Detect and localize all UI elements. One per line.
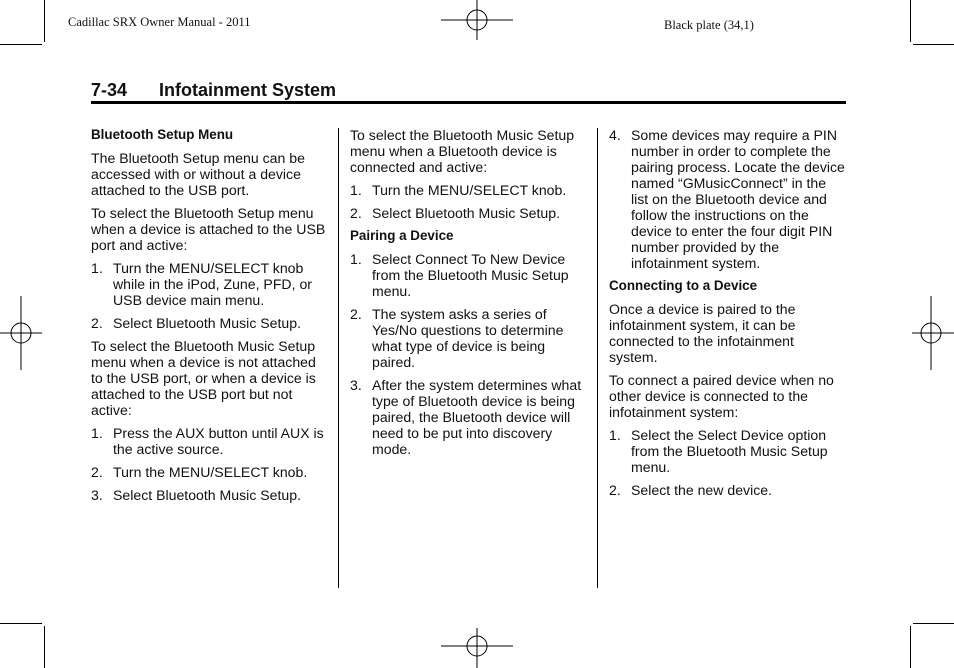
list-number: 3.	[350, 377, 362, 393]
column-3	[609, 127, 845, 505]
list-item	[350, 377, 588, 457]
registration-mark-left-icon	[0, 296, 42, 370]
list-number: 1.	[350, 251, 362, 267]
list-text: Select the Select Device option from the Bluetooth Music Setup menu.	[631, 427, 828, 475]
list-text: Turn the MENU/SELECT knob.	[372, 182, 567, 198]
list-number: 1.	[91, 260, 103, 276]
list-number: 2.	[609, 482, 621, 498]
crop-mark	[910, 626, 911, 668]
list-number: 1.	[350, 182, 362, 198]
steps-list	[91, 425, 329, 503]
paragraph: Once a device is paired to the infotainment system, it can be connected to the infotainment system.	[609, 301, 796, 365]
plate-left-label: Cadillac SRX Owner Manual - 2011	[68, 15, 251, 29]
list-item	[91, 425, 329, 457]
crop-mark	[44, 0, 45, 42]
registration-mark-right-icon	[912, 296, 954, 370]
heading-bluetooth-setup-menu: Bluetooth Setup Menu	[91, 127, 234, 142]
list-number: 1.	[91, 425, 103, 441]
list-number: 2.	[91, 315, 103, 331]
list-number: 1.	[609, 427, 621, 443]
column-2	[350, 127, 588, 464]
list-item	[350, 182, 588, 198]
list-number: 2.	[350, 205, 362, 221]
section-title: Infotainment System	[159, 80, 337, 100]
crop-mark	[0, 623, 42, 624]
column-divider	[338, 128, 339, 588]
steps-list	[609, 427, 845, 498]
list-number: 2.	[91, 464, 103, 480]
plate-right-label: Black plate (34,1)	[664, 18, 754, 32]
crop-mark	[0, 44, 42, 45]
list-text: Select Bluetooth Music Setup.	[113, 487, 302, 503]
paragraph: To select the Bluetooth Music Setup menu when a device is not attached to the USB port, or when a device is attached to the USB port but not active:	[91, 338, 316, 418]
list-item	[609, 427, 845, 475]
heading-connecting-to-a-device: Connecting to a Device	[609, 278, 758, 293]
registration-mark-bottom-icon	[441, 626, 515, 668]
column-1	[91, 127, 329, 510]
page-number: 7-34	[91, 80, 128, 100]
paragraph: To select the Bluetooth Music Setup menu when a Bluetooth device is connected and active:	[350, 127, 575, 175]
steps-list	[350, 251, 588, 457]
list-text: Select Connect To New Device from the Bluetooth Music Setup menu.	[372, 251, 569, 299]
list-item	[609, 482, 845, 498]
list-text: After the system determines what type of Bluetooth device is being paired, the Bluetooth device will need to be put into discovery mode.	[372, 377, 582, 457]
steps-list	[91, 260, 329, 331]
heading-pairing-a-device: Pairing a Device	[350, 228, 454, 243]
list-text: The system asks a series of Yes/No questions to determine what type of device is being paired.	[372, 306, 564, 370]
list-item	[350, 205, 588, 221]
paragraph: To select the Bluetooth Setup menu when a device is attached to the USB port and active:	[91, 205, 326, 253]
list-item	[91, 315, 329, 331]
list-text: Select Bluetooth Music Setup.	[113, 315, 302, 331]
registration-mark-top-icon	[441, 0, 515, 42]
paragraph: The Bluetooth Setup menu can be accessed with or without a device attached to the USB port.	[91, 150, 305, 198]
list-text: Select Bluetooth Music Setup.	[372, 205, 561, 221]
crop-mark	[913, 44, 954, 45]
crop-mark	[44, 626, 45, 668]
page-header	[91, 80, 846, 101]
paragraph: To connect a paired device when no other device is connected to the infotainment system:	[609, 372, 834, 420]
column-divider	[597, 128, 598, 588]
crop-mark	[913, 623, 954, 624]
list-text: Select the new device.	[631, 482, 773, 498]
header-rule	[91, 101, 846, 104]
steps-list	[350, 182, 588, 221]
list-item	[91, 260, 329, 308]
list-item	[609, 127, 845, 271]
list-number: 2.	[350, 306, 362, 322]
list-item	[91, 464, 329, 480]
list-number: 4.	[609, 127, 621, 143]
list-item	[350, 306, 588, 370]
list-text: Some devices may require a PIN number in order to complete the pairing process. Locate the device named “GMusicConnect” in the list on the Bluetooth device and follow the instructions on the device to enter the four digit PIN number provided by the infotainment system.	[631, 127, 845, 271]
list-text: Turn the MENU/SELECT knob while in the iPod, Zune, PFD, or USB device main menu.	[113, 260, 312, 308]
list-number: 3.	[91, 487, 103, 503]
list-text: Press the AUX button until AUX is the active source.	[113, 425, 324, 457]
list-item	[91, 487, 329, 503]
list-text: Turn the MENU/SELECT knob.	[113, 464, 308, 480]
crop-mark	[910, 0, 911, 42]
steps-list	[609, 127, 845, 271]
list-item	[350, 251, 588, 299]
